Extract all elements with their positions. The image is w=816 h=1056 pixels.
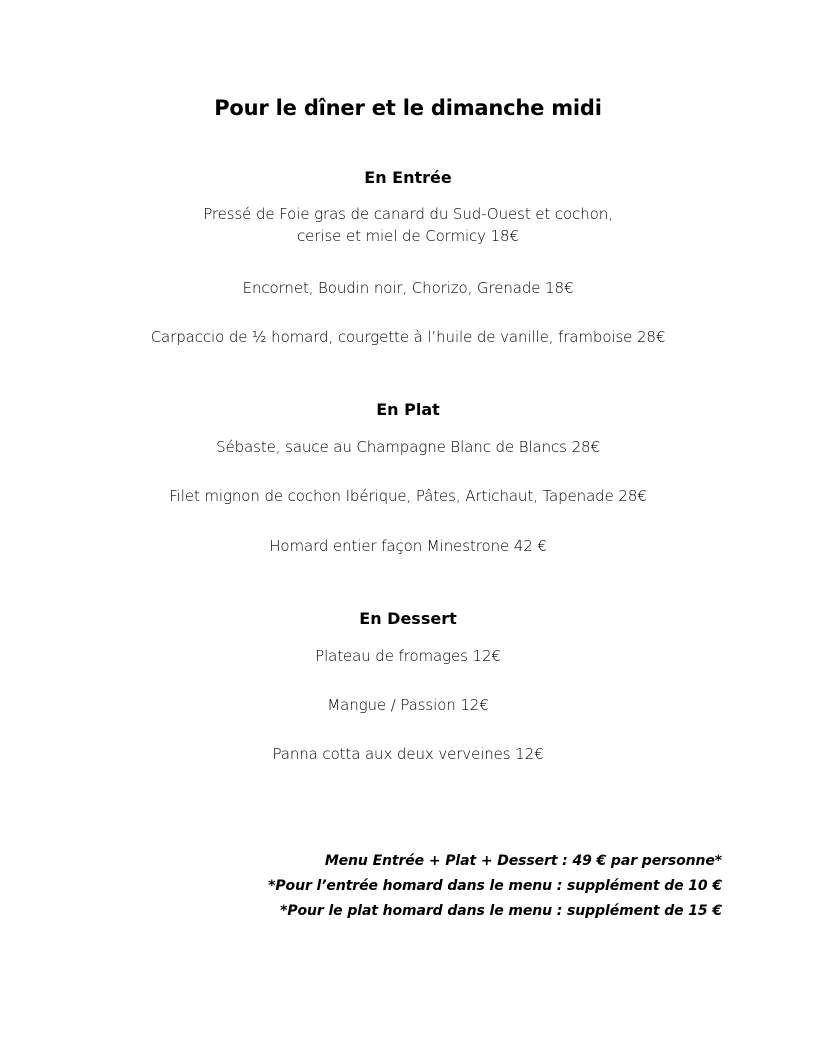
dish-item: Carpaccio de ½ homard, courgette à l’huile de vanille, framboise 28€: [150, 328, 666, 346]
section-heading-plat: En Plat: [376, 400, 440, 419]
dish-item: Encornet, Boudin noir, Chorizo, Grenade 18€: [242, 279, 574, 297]
dish-line: cerise et miel de Cormicy 18€: [297, 227, 519, 245]
dish-item: Mangue / Passion 12€: [327, 696, 489, 714]
dish-item: Homard entier façon Minestrone 42 €: [269, 537, 547, 555]
dish-item: Sébaste, sauce au Champagne Blanc de Blancs 28€: [216, 438, 600, 456]
dish-line: Pressé de Foie gras de canard du Sud-Ouest et cochon,: [203, 205, 613, 223]
section-heading-entree: En Entrée: [364, 168, 452, 187]
lobster-main-supplement: *Pour le plat homard dans le menu : supplément de 15 €: [280, 903, 722, 919]
page-title: Pour le dîner et le dimanche midi: [214, 96, 602, 120]
menu-offer: Menu Entrée + Plat + Dessert : 49 € par personne*: [324, 853, 722, 869]
dish-item: Panna cotta aux deux verveines 12€: [272, 745, 544, 763]
dish-item: Plateau de fromages 12€: [315, 647, 501, 665]
section-heading-dessert: En Dessert: [359, 609, 457, 628]
dish-item: [0, 203, 816, 247]
lobster-starter-supplement: *Pour l’entrée homard dans le menu : supplément de 10 €: [268, 878, 722, 894]
dish-item: Filet mignon de cochon Ibérique, Pâtes, Artichaut, Tapenade 28€: [169, 487, 647, 505]
